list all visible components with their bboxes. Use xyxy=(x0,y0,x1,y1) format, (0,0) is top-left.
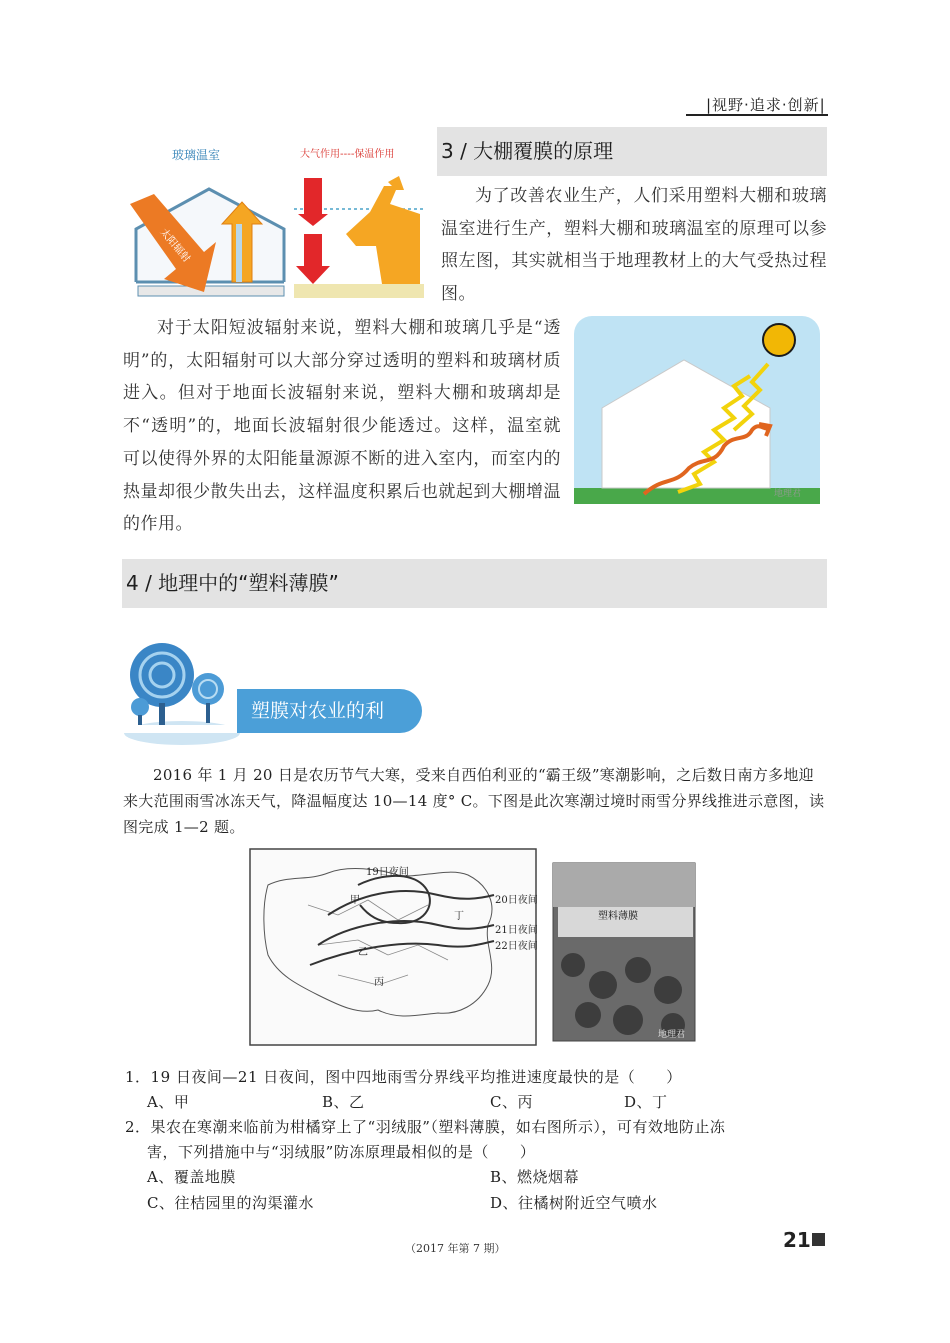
page-number: 21 xyxy=(783,1228,811,1252)
svg-text:塑料薄膜: 塑料薄膜 xyxy=(598,911,638,922)
q1-option-b: B、乙 xyxy=(322,1093,365,1111)
q1-option-c: C、丙 xyxy=(490,1093,533,1111)
label-glass-greenhouse: 玻璃温室 xyxy=(172,148,221,162)
q2-option-d: D、往橘树附近空气喷水 xyxy=(490,1194,658,1212)
svg-text:甲: 甲 xyxy=(350,895,360,906)
q2-option-a: A、覆盖地膜 xyxy=(147,1168,236,1186)
svg-text:丙: 丙 xyxy=(374,977,384,988)
footer-issue: （2017 年第 7 期） xyxy=(405,1242,506,1255)
svg-text:22日夜间: 22日夜间 xyxy=(495,941,538,952)
q2-option-b: B、燃烧烟幕 xyxy=(490,1168,580,1186)
question-2-stem-line2: 害，下列措施中与“羽绒服”防冻原理最相似的是（ ） xyxy=(147,1143,536,1161)
section-4-title: 4 / 地理中的“塑料薄膜” xyxy=(122,559,827,608)
question-1-stem: 1．19 日夜间—21 日夜间，图中四地雨雪分界线平均推进速度最快的是（ ） xyxy=(125,1068,682,1086)
question-intro: 2016 年 1 月 20 日是农历节气大寒，受来自西伯利亚的“霸王级”寒潮影响，之后数日南方多地迎来大范围雨雪冰冻天气，降温幅度达 10—14 度° C。下图是此次寒潮过境时雨雪分界线推进示意图，读图完成 1—2 题。 xyxy=(123,766,825,836)
greenhouse-diagram xyxy=(124,134,429,302)
svg-text:地理君: 地理君 xyxy=(774,489,802,499)
section-3-title: 3 / 大棚覆膜的原理 xyxy=(437,127,827,176)
sun-icon xyxy=(763,324,795,356)
svg-text:丁: 丁 xyxy=(454,911,464,922)
svg-text:21日夜间: 21日夜间 xyxy=(495,925,538,936)
banner-label: 塑膜对农业的利 xyxy=(237,689,422,733)
question-2-stem-line1: 2．果农在寒潮来临前为柑橘穿上了“羽绒服”（塑料薄膜，如右图所示），可有效地防止冻 xyxy=(125,1118,726,1136)
tree-icon xyxy=(122,637,242,747)
snow-line-map-figure xyxy=(248,845,702,1050)
page-number-square-icon xyxy=(812,1233,825,1246)
paragraph-radiation-explanation: 对于太阳短波辐射来说，塑料大棚和玻璃几乎是“透明”的，太阳辐射可以大部分穿过透明的塑料和玻璃材质进入。但对于地面长波辐射来说，塑料大棚和玻璃却是不“透明”的，地面长波辐射很少能透过。这样，温室就可以使得外界的太阳能量源源不断的进入室内，而室内的热量却很少散失出去，这样温度积累后也就起到大棚增温的作用。 xyxy=(123,318,561,535)
greenhouse-sun-diagram xyxy=(574,316,820,504)
q1-option-a: A、甲 xyxy=(147,1093,190,1111)
svg-text:太阳辐射: 太阳辐射 xyxy=(157,226,192,265)
paragraph-greenhouse-principle: 为了改善农业生产，人们采用塑料大棚和玻璃温室进行生产，塑料大棚和玻璃温室的原理可以参照左图，其实就相当于地理教材上的大气受热过程图。 xyxy=(441,186,827,304)
header-tag: |视野·追求·创新| xyxy=(706,96,826,114)
svg-text:地理君: 地理君 xyxy=(658,1030,686,1040)
q2-option-c: C、往桔园里的沟渠灌水 xyxy=(147,1194,314,1212)
label-atmosphere: 大气作用----保温作用 xyxy=(300,149,395,160)
svg-text:19日夜间: 19日夜间 xyxy=(366,867,409,878)
svg-text:20日夜间: 20日夜间 xyxy=(495,895,538,906)
svg-text:乙: 乙 xyxy=(358,947,368,958)
q1-option-d: D、丁 xyxy=(624,1093,668,1111)
